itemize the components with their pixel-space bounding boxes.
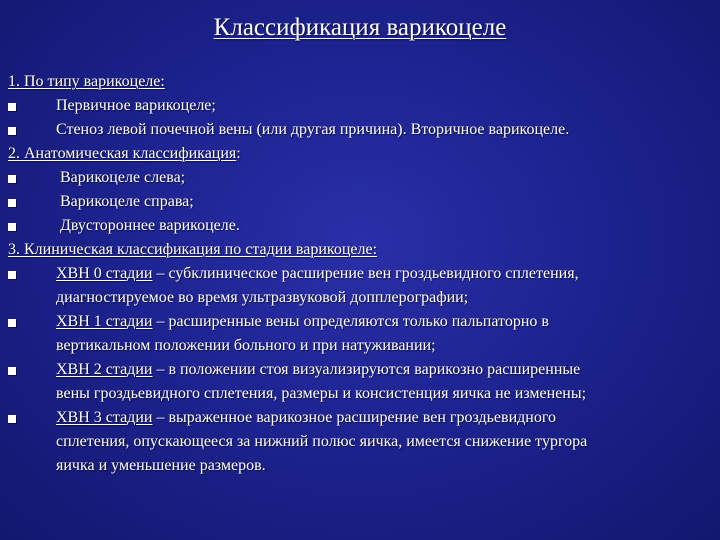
list-item	[8, 94, 720, 118]
item-text: – выраженное варикозное расширение вен гроздьевидного	[152, 409, 557, 426]
square-bullet-icon	[8, 415, 16, 423]
item-text: – в положении стоя визуализируются варикозно расширенные	[152, 361, 581, 378]
list-item	[8, 406, 720, 478]
item-text: Варикоцеле слева;	[56, 169, 186, 186]
square-bullet-icon	[8, 223, 16, 231]
item-text: диагностируемое во время ультразвуковой допплерографии;	[56, 289, 469, 306]
section-heading-text: 1. По типу варикоцеле:	[8, 73, 165, 90]
section-heading-anatomical	[8, 142, 720, 166]
stage-label: ХВН 2 стадии	[56, 361, 153, 378]
section-heading-text: 3. Клиническая классификация по стадии варикоцеле:	[8, 241, 378, 258]
item-text: вертикальном положении больного и при натуживании;	[56, 337, 436, 354]
list-item	[8, 214, 720, 238]
item-text: – расширенные вены определяются только пальпаторно в	[152, 313, 549, 330]
square-bullet-icon	[8, 175, 16, 183]
list-item	[8, 190, 720, 214]
item-text: яичка и уменьшение размеров.	[56, 457, 266, 474]
square-bullet-icon	[8, 199, 16, 207]
item-text: Первичное варикоцеле;	[56, 97, 216, 114]
list-item	[8, 310, 720, 358]
square-bullet-icon	[8, 319, 16, 327]
stage-label: ХВН 0 стадии	[56, 265, 153, 282]
slide-content	[8, 70, 720, 478]
section-heading-type	[8, 70, 720, 94]
list-item	[8, 262, 720, 310]
item-text: вены гроздьевидного сплетения, размеры и консистенция яичка не изменены;	[56, 385, 587, 402]
square-bullet-icon	[8, 271, 16, 279]
stage-label: ХВН 1 стадии	[56, 313, 153, 330]
slide-title: Классификация варикоцеле	[213, 14, 507, 41]
item-text: сплетения, опускающееся за нижний полюс яичка, имеется снижение тургора	[56, 433, 588, 450]
item-text: Двустороннее варикоцеле.	[56, 217, 240, 234]
square-bullet-icon	[8, 103, 16, 111]
square-bullet-icon	[8, 367, 16, 375]
section-heading-suffix: :	[236, 145, 241, 162]
square-bullet-icon	[8, 127, 16, 135]
item-text: – субклиническое расширение вен гроздьевидного сплетения,	[152, 265, 579, 282]
list-item	[8, 166, 720, 190]
item-text: Варикоцеле справа;	[56, 193, 194, 210]
section-heading-text: 2. Анатомическая классификация	[8, 145, 237, 162]
stage-label: ХВН 3 стадии	[56, 409, 153, 426]
list-item	[8, 118, 720, 142]
section-heading-clinical	[8, 238, 720, 262]
list-item	[8, 358, 720, 406]
item-text: Стеноз левой почечной вены (или другая причина). Вторичное варикоцеле.	[56, 121, 570, 138]
